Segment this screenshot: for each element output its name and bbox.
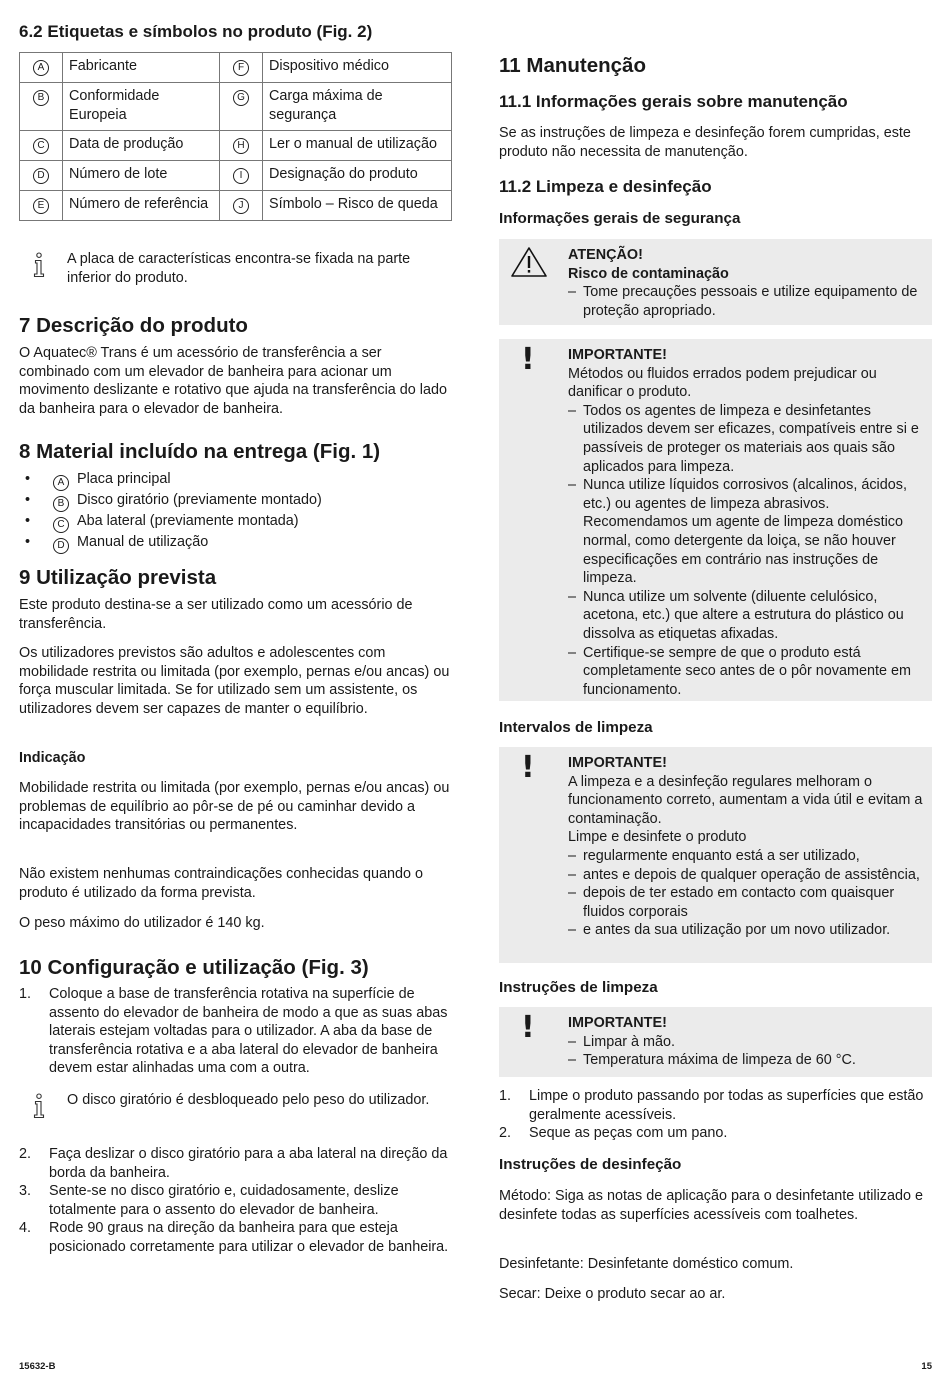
- symbol-letter: D: [20, 161, 63, 191]
- symbol-letter: G: [220, 83, 263, 131]
- indication-heading: Indicação: [19, 750, 86, 766]
- disinfection-heading: Instruções de desinfeção: [499, 1156, 682, 1173]
- numbered-step: [19, 1145, 452, 1182]
- important-3-items: [568, 1033, 924, 1070]
- symbols-table-wrap: [19, 52, 452, 221]
- dash-item: – Certifique-se sempre de que o produto está completamente seco antes de o pôr novamente em funcionamento.: [568, 644, 924, 700]
- section-11-1-text: Se as instruções de limpeza e desinfeção forem cumpridas, este produto não necessita de manutenção.: [499, 125, 911, 160]
- section-9-p1: Este produto destina-se a ser utilizado como um acessório de transferência.: [19, 597, 413, 632]
- dash-item: – e antes da sua utilização por um novo utilizador.: [568, 921, 924, 940]
- exclamation-icon: !: [521, 342, 535, 377]
- dash-item: – depois de ter estado em contacto com quaisquer fluidos corporais: [568, 884, 924, 921]
- section-8-title: 8 Material incluído na entrega (Fig. 1): [19, 440, 381, 463]
- item-text: Placa principal: [77, 471, 171, 487]
- info-note: [19, 250, 452, 287]
- section-6-2-title: 6.2 Etiquetas e símbolos no produto (Fig. 2): [19, 22, 373, 41]
- symbol-letter: C: [20, 131, 63, 161]
- symbol-meaning: Símbolo – Risco de queda: [263, 191, 452, 221]
- step-number: 2.: [19, 1146, 32, 1162]
- numbered-step: [19, 1219, 452, 1256]
- numbered-step: [499, 1124, 932, 1143]
- attention-box: [499, 239, 932, 325]
- info-note-2-text: O disco giratório é desbloqueado pelo peso do utilizador.: [67, 1092, 430, 1108]
- exclamation-icon: !: [521, 750, 535, 785]
- dash-item: – antes e depois de qualquer operação de assistência,: [568, 866, 924, 885]
- symbol-meaning: Ler o manual de utilização: [263, 131, 452, 161]
- symbols-table: [19, 52, 452, 221]
- safety-heading: Informações gerais de segurança: [499, 210, 741, 227]
- setup-step: [19, 985, 452, 1078]
- step-number: 2.: [499, 1125, 512, 1142]
- step-number: 1.: [499, 1088, 512, 1104]
- important-box-2: [499, 747, 932, 963]
- symbols-table-row: [20, 83, 452, 131]
- item-text: Disco giratório (previamente montado): [77, 492, 322, 508]
- symbol-letter: I: [220, 161, 263, 191]
- section-10-title: 10 Configuração e utilização (Fig. 3): [19, 956, 369, 979]
- item-letter: D: [53, 538, 69, 554]
- symbol-meaning: Conformidade Europeia: [63, 83, 220, 131]
- step-number: 3.: [19, 1183, 32, 1200]
- info-icon: [31, 1093, 47, 1119]
- step-text: Rode 90 graus na direção da banheira para que esteja posicionado corretamente para utilizar o elevador de banheira.: [49, 1220, 449, 1255]
- important-box-3: [499, 1007, 932, 1077]
- attention-heading: Risco de contaminação: [568, 265, 729, 282]
- setup-step-1: [19, 985, 452, 1078]
- disinfectant-text: Desinfetante: Desinfetante doméstico comum.: [499, 1256, 794, 1272]
- section-7-title: 7 Descrição do produto: [19, 314, 248, 337]
- symbol-letter: E: [20, 191, 63, 221]
- item-text: Manual de utilização: [77, 534, 209, 550]
- section-11-2-title: 11.2 Limpeza e desinfeção: [499, 177, 712, 196]
- important-1-items: [568, 402, 924, 700]
- symbols-table-row: [20, 161, 452, 191]
- dash-item: – Nunca utilize um solvente (diluente celulósico, acetona, etc.) que altere a estrutura do plástico ou dissolva as etiquetas afixadas.: [568, 588, 924, 644]
- section-9-title: 9 Utilização prevista: [19, 566, 217, 589]
- delivery-item: [19, 491, 452, 512]
- section-9-p4: Não existem nenhumas contraindicações conhecidas quando o produto é utilizado da forma prevista.: [19, 866, 423, 901]
- info-icon: [31, 252, 47, 278]
- info-note-2: [19, 1091, 452, 1110]
- section-9-p2: Os utilizadores previstos são adultos e adolescentes com mobilidade restrita ou limitada (por exemplo, pernas e/ou ancas) ou força muscular limitada. Se for utilizado sem um assistente, os utilizadores devem ser capazes de manter o equilíbrio.: [19, 645, 450, 717]
- important-label: IMPORTANTE!: [568, 1015, 667, 1031]
- important-label: IMPORTANTE!: [568, 755, 667, 771]
- delivery-list: [19, 470, 452, 554]
- footer-doc-number: 15632-B: [19, 1361, 56, 1372]
- step-text: Seque as peças com um pano.: [529, 1125, 728, 1142]
- section-11-title: 11 Manutenção: [499, 54, 646, 77]
- symbol-meaning: Fabricante: [63, 53, 220, 83]
- delivery-item: [19, 512, 452, 533]
- symbol-meaning: Designação do produto: [263, 161, 452, 191]
- dry-text: Secar: Deixe o produto secar ao ar.: [499, 1286, 726, 1302]
- info-note-text: A placa de características encontra-se fixada na parte inferior do produto.: [67, 251, 411, 286]
- important-label: IMPORTANTE!: [568, 347, 667, 363]
- delivery-item: [19, 533, 452, 554]
- item-letter: B: [53, 496, 69, 512]
- method-text: Método: Siga as notas de aplicação para o desinfetante utilizado e desinfete todas as superfícies acessíveis com toalhetes.: [499, 1188, 924, 1223]
- step-number: 4.: [19, 1220, 32, 1237]
- delivery-item: [19, 470, 452, 491]
- symbol-meaning: Número de referência: [63, 191, 220, 221]
- attention-label: ATENÇÃO!: [568, 247, 643, 263]
- setup-steps: [19, 1145, 452, 1257]
- step-text: Faça deslizar o disco giratório para a aba lateral na direção da borda da banheira.: [49, 1146, 448, 1181]
- section-9-p5: O peso máximo do utilizador é 140 kg.: [19, 915, 265, 931]
- section-7-text: O Aquatec® Trans é um acessório de transferência a ser combinado com um elevador de banheira para acionar um movimento deslizante e rotativo que ajuda na transferência do lado da banheira para o elevador de banheira.: [19, 345, 447, 417]
- footer-page-number: 15: [921, 1361, 932, 1372]
- item-text: Aba lateral (previamente montada): [77, 513, 299, 529]
- dash-item: – Tome precauções pessoais e utilize equipamento de proteção apropriado.: [568, 283, 924, 320]
- cleaning-heading: Instruções de limpeza: [499, 979, 658, 996]
- symbol-meaning: Data de produção: [63, 131, 220, 161]
- symbol-letter: B: [20, 83, 63, 131]
- numbered-step: [19, 1182, 452, 1219]
- warning-triangle-icon: [509, 245, 549, 279]
- symbol-letter: F: [220, 53, 263, 83]
- symbols-table-row: [20, 131, 452, 161]
- cleaning-steps: [499, 1087, 932, 1143]
- section-11-1-title: 11.1 Informações gerais sobre manutenção: [499, 92, 848, 111]
- dash-item: – Temperatura máxima de limpeza de 60 °C.: [568, 1051, 924, 1070]
- section-9-p3: Mobilidade restrita ou limitada (por exemplo, pernas e/ou ancas) ou problemas de equilíbrio ao pôr-se de pé ou caminhar devido a incapacidades transitórias ou permanentes.: [19, 780, 450, 834]
- numbered-step: [499, 1087, 932, 1124]
- dash-item: – Todos os agentes de limpeza e desinfetantes utilizados devem ser eficazes, compatíveis entre si e passíveis de proteger os materiais aos quais são aplicados para limpeza.: [568, 402, 924, 476]
- dash-item: – Limpar à mão.: [568, 1033, 924, 1052]
- symbol-letter: H: [220, 131, 263, 161]
- important-2-items: [568, 847, 924, 940]
- symbols-table-row: [20, 53, 452, 83]
- important-1-text: Métodos ou fluidos errados podem prejudicar ou danificar o produto.: [568, 365, 877, 401]
- item-letter: A: [53, 475, 69, 491]
- exclamation-icon: !: [521, 1010, 535, 1045]
- step-number: 1.: [19, 986, 32, 1002]
- symbol-meaning: Carga máxima de segurança: [263, 83, 452, 131]
- important-2-text: A limpeza e a desinfeção regulares melhoram o funcionamento correto, aumentam a vida útil e evitam a contaminação.: [568, 773, 923, 827]
- symbols-table-row: [20, 191, 452, 221]
- important-box-1: [499, 339, 932, 701]
- step-text: Coloque a base de transferência rotativa na superfície de assento do elevador de banheira de modo a que as suas abas laterais estejam voltadas para o utilizador. A aba da base de transferência rotativa e a aba lateral do elevador de banheira devem estar alinhadas uma com a outra.: [49, 986, 448, 1077]
- dash-item: – regularmente enquanto está a ser utilizado,: [568, 847, 924, 866]
- symbol-meaning: Dispositivo médico: [263, 53, 452, 83]
- dash-item: – Nunca utilize líquidos corrosivos (alcalinos, ácidos, etc.) ou agentes de limpeza abrasivos. Recomendamos um agente de limpeza doméstico normal, como detergente da loiça, se não houver especificações em contrário nas instruções de limpeza.: [568, 476, 924, 588]
- step-text: Limpe o produto passando por todas as superfícies que estão geralmente acessíveis.: [529, 1088, 924, 1123]
- item-letter: C: [53, 517, 69, 533]
- important-2-text2: Limpe e desinfete o produto: [568, 829, 747, 846]
- attention-items: [568, 283, 924, 320]
- step-text: Sente-se no disco giratório e, cuidadosamente, deslize totalmente para o assento do elevador de banheira.: [49, 1183, 399, 1218]
- symbol-meaning: Número de lote: [63, 161, 220, 191]
- symbol-letter: A: [20, 53, 63, 83]
- intervals-heading: Intervalos de limpeza: [499, 719, 653, 736]
- symbol-letter: J: [220, 191, 263, 221]
